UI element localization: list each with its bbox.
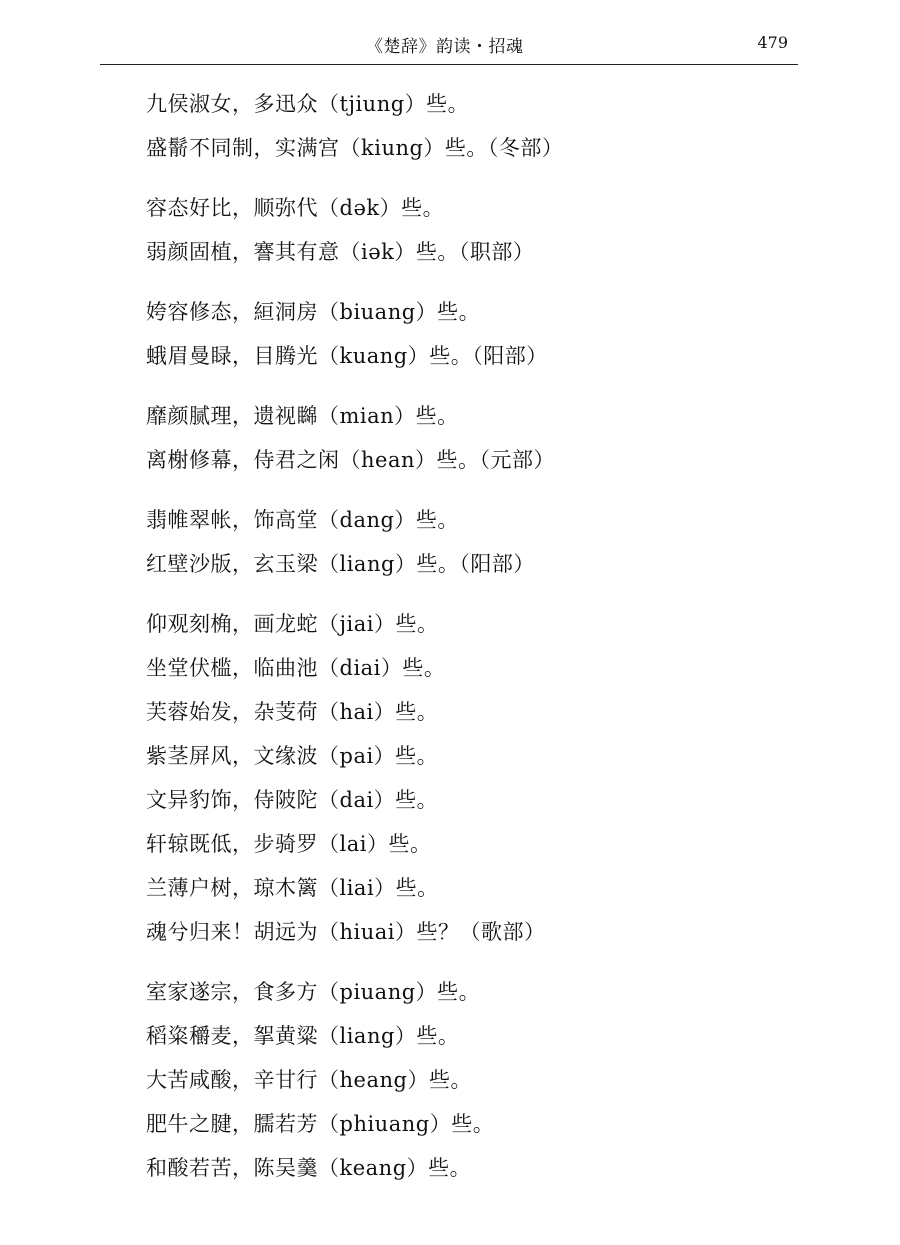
verse-line: 容态好比，顺弥代（dək）些。 — [146, 196, 445, 220]
verse-line: 紫茎屏风，文缘波（pai）些。 — [146, 744, 439, 768]
stanza — [146, 970, 806, 1190]
verse-line: 盛鬋不同制，实满宫（kiung）些。（冬部） — [146, 136, 564, 160]
stanza — [146, 602, 806, 954]
verse-line: 轩辌既低，步骑罗（lai）些。 — [146, 832, 432, 856]
stanza — [146, 498, 806, 586]
page-number: 479 — [757, 33, 788, 52]
verse-line: 蛾眉曼睩，目腾光（kuang）些。（阳部） — [146, 344, 548, 368]
verse-line: 翡帷翠帐，饰高堂（dang）些。 — [146, 508, 459, 532]
verse-line: 室家遂宗，食多方（piuang）些。 — [146, 980, 481, 1004]
verse-line: 芙蓉始发，杂芰荷（hai）些。 — [146, 700, 439, 724]
verse-line: 靡颜腻理，遗视矊（mian）些。 — [146, 404, 459, 428]
stanza — [146, 290, 806, 378]
verse-line: 肥牛之腱，臑若芳（phiuang）些。 — [146, 1112, 495, 1136]
verse-line: 稻粢穱麦，挐黄粱（liang）些。 — [146, 1024, 460, 1048]
verse-line: 离榭修幕，侍君之闲（hean）些。（元部） — [146, 448, 555, 472]
stanza — [146, 394, 806, 482]
stanza — [146, 82, 806, 170]
verse-line: 兰薄户树，琼木篱（liai）些。 — [146, 876, 439, 900]
verse-line: 坐堂伏槛，临曲池（diai）些。 — [146, 656, 446, 680]
verse-line: 九侯淑女，多迅众（tjiung）些。 — [146, 92, 470, 116]
poem-body — [146, 82, 806, 1206]
verse-line: 文异豹饰，侍陂陀（dai）些。 — [146, 788, 439, 812]
running-head-title: 《楚辞》韵读・招魂 — [366, 37, 524, 57]
verse-line: 红壁沙版，玄玉梁（liang）些。（阳部） — [146, 552, 535, 576]
verse-line: 和酸若苦，陈吴羹（keang）些。 — [146, 1156, 472, 1180]
verse-line: 大苦咸酸，辛甘行（heang）些。 — [146, 1068, 472, 1092]
verse-line: 魂兮归来！胡远为（hiuai）些？（歌部） — [146, 920, 546, 944]
page-header — [100, 30, 798, 65]
stanza — [146, 186, 806, 274]
verse-line: 仰观刻桷，画龙蛇（jiai）些。 — [146, 612, 439, 636]
verse-line: 弱颜固植，謇其有意（iək）些。（职部） — [146, 240, 535, 264]
verse-line: 姱容修态，絙洞房（biuang）些。 — [146, 300, 481, 324]
